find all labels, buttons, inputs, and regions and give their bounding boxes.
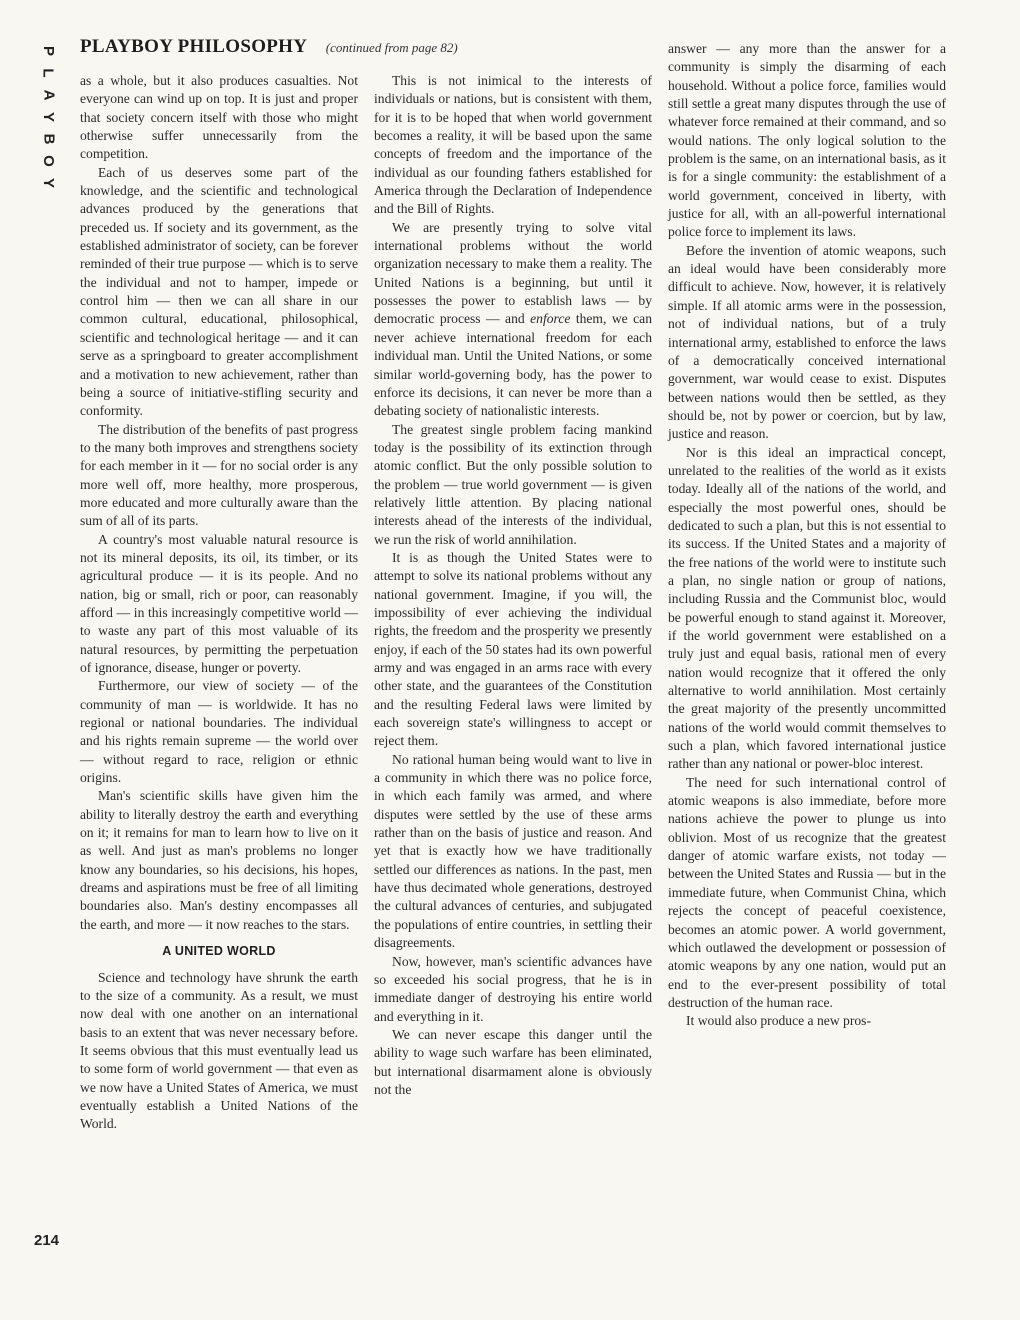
paragraph: answer — any more than the answer for a community is simply the disarming of each household. Without a police force, families would still settle a great many disputes through the use of whatever force remained at their command, and so would nations. The only logical solution to the problem is the same, on an international basis, as it is for a single community: the establishment of a world government, conceived in liberty, with justice for all, with an all-powerful international police force to implement its laws. — [668, 41, 946, 240]
paragraph: The need for such international control of atomic weapons is also immediate, before more nations achieve the power to plunge us into oblivion. Most of us recognize that the greatest danger of atomic warfare exists, not today — between the United States and Russia — but in the immediate future, when Communist China, which rejects the concept of peaceful coexistence, becomes an atomic power. A world government, which outlawed the development or possession of atomic weapons by any one nation, would put an end to the ever-present possibility of total destruction of the human race. — [668, 774, 946, 1010]
paragraph: Nor is this ideal an impractical concept, unrelated to the realities of the world as it exists today. Ideally all of the nations of the world, and especially the most powerful ones, should be dedicated to such a plan, but this is not essential to its success. If the United States and a majority of the free nations of the world were to institute such a plan, no single nation or group of nations, including Russia and the Communist bloc, would be powerful enough to stand against it. Moreover, if the world government were established on a truly just and equal basis, rational men of every nation would recognize that it offered the only alternative to world annihilation. Most certainly the great majority of the presently uncommitted nations of the world would commit themselves to such a plan, which favored international justice rather than any national or power-bloc interest. — [668, 444, 946, 772]
paragraph: Science and technology have shrunk the earth to the size of a community. As a result, we must now deal with one another on an international basis to an extent that was never necessary before. It seems obvious that this must eventually lead us to some form of world government — that even as we now have a United States of America, we must eventually establish a United Nations of the World. — [80, 969, 358, 1132]
running-head — [80, 36, 640, 58]
paragraph: The distribution of the benefits of past progress to the many both improves and strengthens society for each member in it — for no social order is any more well off, more healthy, more prosperous, more educated and more culturally aware than the sum of all of its parts. — [80, 421, 358, 529]
section-heading: A UNITED WORLD — [162, 944, 276, 959]
emphasized-word: enforce — [530, 311, 571, 327]
continued-note: (continued from page 82) — [325, 40, 458, 55]
brand-letter: Y — [39, 111, 57, 123]
paragraph: as a whole, but it also produces casualties. Not everyone can wind up on top. It is just and proper that society concern itself with those who might otherwise suffer unnecessarily from the competition. — [80, 73, 358, 162]
column-2 — [374, 72, 652, 1099]
article-title: PLAYBOY PHILOSOPHY — [80, 36, 308, 57]
paragraph: This is not inimical to the interests of individuals or nations, but is consistent with them, for it is to be hoped that when world government becomes a reality, it will be based upon the same concepts of freedom and the importance of the individual as our founding fathers established for America through the Declaration of Independence and the Bill of Rights. — [374, 73, 652, 217]
brand-letter: O — [39, 155, 57, 167]
brand-letter: A — [40, 89, 57, 101]
paragraph: No rational human being would want to live in a community in which there was no police force, in which each family was armed, and where disputes were settled by the use of these arms rather than on the basis of justice and reason. And yet that is exactly how we have traditionally settled our differences as nations. In the past, men have thus decimated whole generations, destroyed the cultural advances of centuries, and subjugated the populations of entire countries, in settling their disagreements. — [374, 751, 652, 951]
paragraph: A country's most valuable natural resource is not its mineral deposits, its oil, its timber, or its agricultural produce — it is its people. And no nation, big or small, rich or poor, can reasonably afford — in this increasingly competitive world — to waste any part of this most valuable of its natural resources, by permitting the perpetuation of ignorance, disease, hunger or poverty. — [80, 531, 358, 675]
column-3 — [668, 40, 946, 1031]
paragraph: The greatest single problem facing mankind today is the possibility of its extinction through atomic conflict. But the only possible solution to the problem — true world government — is given relatively little attention. By placing national interests ahead of the interests of the individual, we run the risk of world annihilation. — [374, 421, 652, 547]
brand-letter: P — [39, 45, 57, 57]
paragraph: Before the invention of atomic weapons, such an ideal would have been considerably more difficult to achieve. Now, however, it is relatively simple. If all atomic arms were in the possession, not of individual nations, but of a truly international army, established to enforce the laws of a democratically conceived international government, war would cease to exist. Disputes between nations would then be settled, as they should be, not by power or coercion, but by law, justice and reason. — [668, 242, 946, 442]
brand-letter: B — [40, 133, 57, 145]
column-1 — [80, 72, 358, 1134]
brand-letter: L — [39, 68, 57, 78]
paragraph: Man's scientific skills have given him the ability to literally destroy the earth and everything on it; it remains for man to learn how to live on it as well. And just as man's problems no longer know any boundaries, so his decisions, his hopes, dreams and aspirations must be free of all limiting boundaries also. Man's destiny encompasses all the earth, and more — it now reaches to the stars. — [80, 788, 358, 932]
paragraph: Each of us deserves some part of the knowledge, and the scientific and technological advances produced by the generations that preceded us. If society and its government, as the established administrator of society, can be forever reminded of their true purpose — which is to serve the individual and not to hamper, impede or control him — then we can all share in our common cultural, educational, philosophical, scientific and technological heritage — and it can serve as a springboard to greater accomplishment and a motivation to new achievement, rather than being a source of initiative-stifling security and conformity. — [80, 164, 358, 419]
paragraph: It would also produce a new pros- — [686, 1013, 871, 1029]
page-number: 214 — [34, 1232, 60, 1249]
paragraph: Now, however, man's scientific advances have so exceeded his social progress, that he is in immediate danger of destroying his entire world and everything in it. — [374, 953, 652, 1024]
text-run: We are presently trying to solve vital international problems without the world organization necessary to make them a reality. The United Nations is a beginning, but until it possesses the power to establish laws — by democratic process — and — [374, 219, 652, 327]
paragraph: We can never escape this danger until the ability to wage such warfare has been eliminated, but international disarmament alone is obviously not the — [374, 1026, 652, 1097]
paragraph: It is as though the United States were to attempt to solve its national problems without any national government. Imagine, if you will, the impossibility of ever achieving the individual rights, the freedom and the prosperity we presently enjoy, if each of the 50 states had its own powerful army and was engaged in an arms race with every other state, and the guarantees of the Constitution and the resulting Federal laws were limited by each sovereign state's willingness to accept or reject them. — [374, 549, 652, 749]
brand-letter: Y — [39, 177, 57, 189]
vertical-magazine-name — [34, 40, 56, 194]
paragraph — [374, 219, 652, 421]
paragraph: Furthermore, our view of society — of the community of man — is worldwide. It has no regional or national boundaries. The individual and his rights remain supreme — the world over — without regard to race, religion or ethnic origins. — [80, 678, 358, 786]
text-run: them, we can never achieve international freedom for each individual man. Until the United Nations, or some similar world-governing body, has the power to enforce its decisions, it can never be more than a debating society of nationalistic interests. — [374, 311, 652, 419]
